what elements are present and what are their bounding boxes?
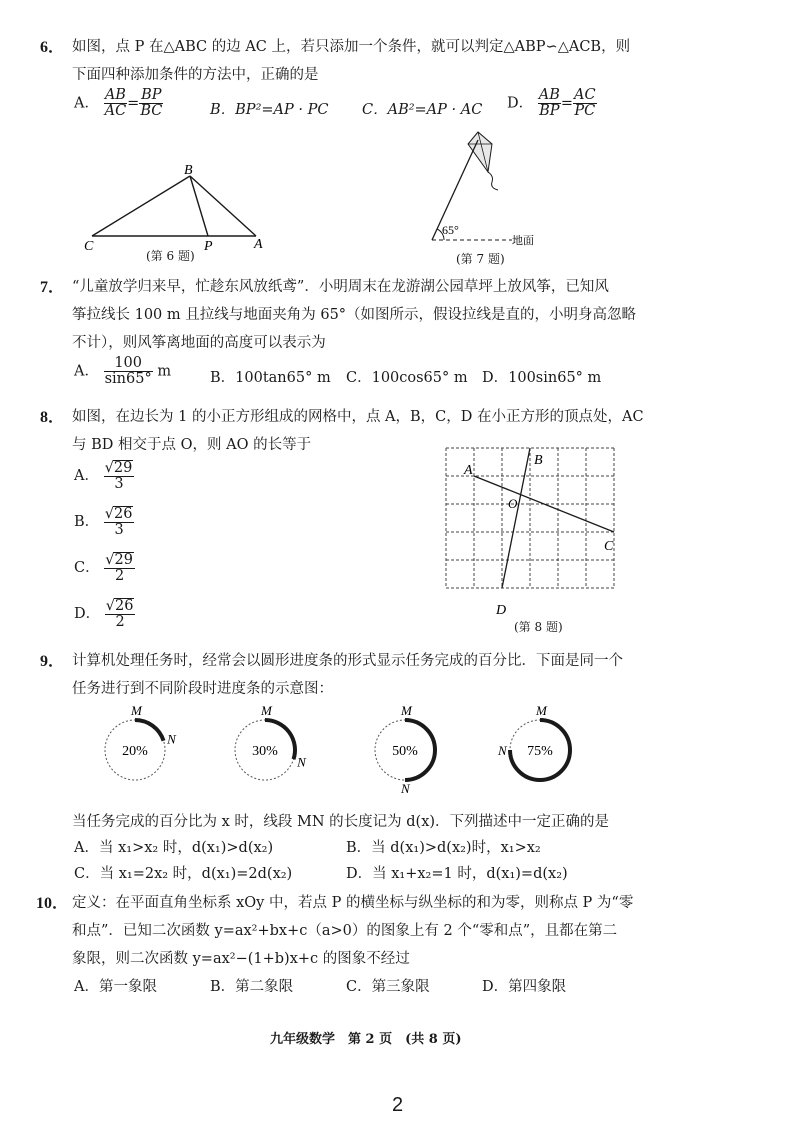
q6-d-den2: PC bbox=[574, 103, 596, 120]
q6-option-b[interactable]: B．BP²=AP · PC bbox=[210, 102, 329, 118]
progress-percent-label: 75% bbox=[527, 744, 553, 759]
q7-option-a-label: A． bbox=[74, 363, 99, 380]
q7-a-num: 100 bbox=[104, 356, 153, 372]
progress-circle-4 bbox=[497, 703, 570, 780]
point-n-label: N bbox=[498, 743, 507, 758]
q6-option-c[interactable]: C．AB²=AP · AC bbox=[362, 102, 483, 118]
q6-option-a-label: A． bbox=[74, 95, 99, 112]
q7-option-b[interactable]: B．100tan65° m bbox=[210, 370, 331, 386]
q10-text-line2: 和点”．已知二次函数 y=ax²+bx+c（a>0）的图象上有 2 个“零和点”，且都在第二 bbox=[72, 923, 618, 939]
q8-option-c[interactable]: C． $\frac{√29}{2}$ bbox=[74, 552, 133, 585]
point-m-label: M bbox=[401, 703, 412, 718]
q6-side-ba bbox=[190, 176, 256, 236]
q8-a-radicand: 29 bbox=[113, 460, 133, 476]
q7-a-den: sin65° bbox=[104, 371, 152, 388]
q7-kite-figure bbox=[420, 124, 560, 252]
q8-option-c-label: C． bbox=[74, 560, 100, 577]
progress-circle-1 bbox=[105, 703, 177, 780]
page-number: 2 bbox=[392, 1094, 404, 1116]
q8-c-radicand: 29 bbox=[114, 552, 133, 568]
q6-text-line1: 如图，点 P 在△ABC 的边 AC 上，若只添加一个条件，就可以判定△ABP∽△ACB，则 bbox=[72, 39, 631, 55]
q6-point-b-label: B bbox=[184, 163, 193, 178]
q9-option-c[interactable]: C．当 x₁=2x₂ 时，d(x₁)=2d(x₂) bbox=[74, 866, 293, 882]
progress-percent-label: 20% bbox=[122, 744, 148, 759]
point-n-label: N bbox=[297, 754, 306, 770]
q8-d-radicand: 26 bbox=[115, 598, 134, 614]
progress-circle-2 bbox=[235, 703, 307, 780]
q8-segment-bd bbox=[502, 448, 530, 588]
q7-number: 7． bbox=[40, 279, 65, 296]
q9-progress-circles bbox=[90, 698, 610, 802]
q9-text-line3: 当任务完成的百分比为 x 时，线段 MN 的长度记为 d(x)．下列描述中一定正确的是 bbox=[72, 814, 610, 830]
q6-option-d[interactable] bbox=[507, 88, 597, 119]
q8-point-d-label: D bbox=[496, 603, 507, 618]
q8-option-d-label: D． bbox=[74, 606, 101, 623]
q8-option-a-label: A． bbox=[74, 468, 99, 485]
q7-option-d[interactable]: D．100sin65° m bbox=[482, 370, 602, 386]
q10-number: 10． bbox=[36, 895, 69, 912]
q6-a-num2: BP bbox=[141, 87, 162, 103]
q8-point-c-label: C bbox=[604, 539, 614, 554]
point-m-label: M bbox=[261, 703, 272, 718]
q8-b-radicand: 26 bbox=[114, 506, 133, 522]
q10-text-line3: 象限，则二次函数 y=ax²−(1+b)x+c 的图象不经过 bbox=[72, 951, 410, 967]
q6-d-eq: = bbox=[560, 95, 574, 112]
q10-option-d[interactable]: D．第四象限 bbox=[482, 979, 567, 995]
q6-a-den2: BC bbox=[140, 103, 163, 120]
q8-option-d[interactable]: D． $\frac{√26}{2}$ bbox=[74, 598, 134, 631]
progress-percent-label: 30% bbox=[252, 744, 278, 759]
q6-a-num1: AB bbox=[104, 87, 126, 103]
q6-d-den1: BP bbox=[539, 103, 560, 120]
q9-option-d[interactable]: D．当 x₁+x₂=1 时，d(x₁)=d(x₂) bbox=[346, 866, 568, 882]
q6-option-a[interactable] bbox=[74, 88, 163, 119]
q8-option-a[interactable]: A． $\frac{√29}{3}$ bbox=[74, 460, 133, 493]
q6-figure-caption: (第 6 题) bbox=[146, 249, 195, 263]
q6-a-den1: AC bbox=[104, 103, 127, 120]
q8-number: 8． bbox=[40, 409, 65, 426]
q6-point-c-label: C bbox=[84, 239, 94, 254]
q7-ground-label: 地面 bbox=[512, 235, 534, 247]
q10-option-b[interactable]: B．第二象限 bbox=[210, 979, 294, 995]
q6-number: 6． bbox=[40, 39, 65, 56]
q6-side-cb bbox=[92, 176, 190, 236]
q6-d-num1: AB bbox=[538, 87, 560, 103]
q8-a-den: 3 bbox=[114, 476, 124, 493]
q7-figure-caption: (第 7 题) bbox=[456, 252, 505, 266]
q10-option-a[interactable]: A．第一象限 bbox=[74, 979, 157, 995]
q8-figure-caption: (第 8 题) bbox=[514, 620, 563, 634]
progress-arc bbox=[135, 720, 164, 741]
q8-grid-figure bbox=[436, 440, 626, 624]
q8-option-b-label: B． bbox=[74, 514, 100, 531]
q7-a-unit: m bbox=[157, 363, 172, 380]
q6-text-line2: 下面四种添加条件的方法中，正确的是 bbox=[72, 67, 319, 83]
q8-point-a-label: A bbox=[464, 463, 473, 478]
q6-a-eq: = bbox=[127, 95, 140, 112]
progress-percent-label: 50% bbox=[392, 744, 418, 759]
q6-triangle-figure bbox=[80, 160, 280, 260]
q9-text-line2: 任务进行到不同阶段时进度条的示意图： bbox=[72, 681, 333, 697]
q7-angle-label: 65° bbox=[442, 223, 459, 237]
q8-d-den: 2 bbox=[115, 614, 125, 631]
q8-point-o-label: O bbox=[508, 496, 518, 511]
q7-text-line2: 筝拉线长 100 m 且拉线与地面夹角为 65°（如图所示，假设拉线是直的，小明身高忽略 bbox=[72, 307, 637, 323]
q6-point-p-label: P bbox=[204, 239, 213, 254]
point-m-label: M bbox=[131, 703, 142, 718]
q8-option-b[interactable]: B． $\frac{√26}{3}$ bbox=[74, 506, 133, 539]
point-m-label: M bbox=[536, 703, 547, 718]
q7-option-a[interactable] bbox=[74, 356, 171, 387]
q7-text-line3: 不计），则风筝离地面的高度可以表示为 bbox=[72, 335, 326, 351]
q7-text-line1: “儿童放学归来早，忙趁东风放纸鸢”．小明周末在龙游湖公园草坪上放风筝，已知风 bbox=[72, 279, 609, 295]
q8-text-line1: 如图，在边长为 1 的小正方形组成的网格中，点 A，B，C，D 在小正方形的顶点处，AC bbox=[72, 409, 644, 425]
q8-b-den: 3 bbox=[114, 522, 124, 539]
point-n-label: N bbox=[401, 781, 410, 796]
q8-text-line2: 与 BD 相交于点 O，则 AO 的长等于 bbox=[72, 437, 312, 453]
q10-text-line1: 定义：在平面直角坐标系 xOy 中，若点 P 的横坐标与纵坐标的和为零，则称点 P 为“零 bbox=[72, 895, 634, 911]
q9-number: 9． bbox=[40, 653, 65, 670]
kite-tail bbox=[488, 172, 498, 190]
page-footer: 九年级数学 第 2 页 (共 8 页) bbox=[270, 1032, 462, 1047]
q9-option-a[interactable]: A．当 x₁>x₂ 时，d(x₁)>d(x₂) bbox=[74, 840, 274, 856]
q6-d-num2: AC bbox=[574, 87, 596, 103]
q7-option-c[interactable]: C．100cos65° m bbox=[346, 370, 468, 386]
q6-point-a-label: A bbox=[254, 237, 263, 252]
q8-c-den: 2 bbox=[114, 568, 125, 585]
q9-text-line1: 计算机处理任务时，经常会以圆形进度条的形式显示任务完成的百分比．下面是同一个 bbox=[72, 653, 623, 669]
q10-option-c[interactable]: C．第三象限 bbox=[346, 979, 430, 995]
point-n-label: N bbox=[167, 731, 176, 747]
q8-point-b-label: B bbox=[534, 453, 543, 468]
q6-option-d-label: D． bbox=[507, 95, 534, 112]
kite-icon bbox=[468, 132, 492, 172]
q9-option-b[interactable]: B．当 d(x₁)>d(x₂)时，x₁>x₂ bbox=[346, 840, 541, 856]
progress-circle-3 bbox=[375, 703, 435, 796]
